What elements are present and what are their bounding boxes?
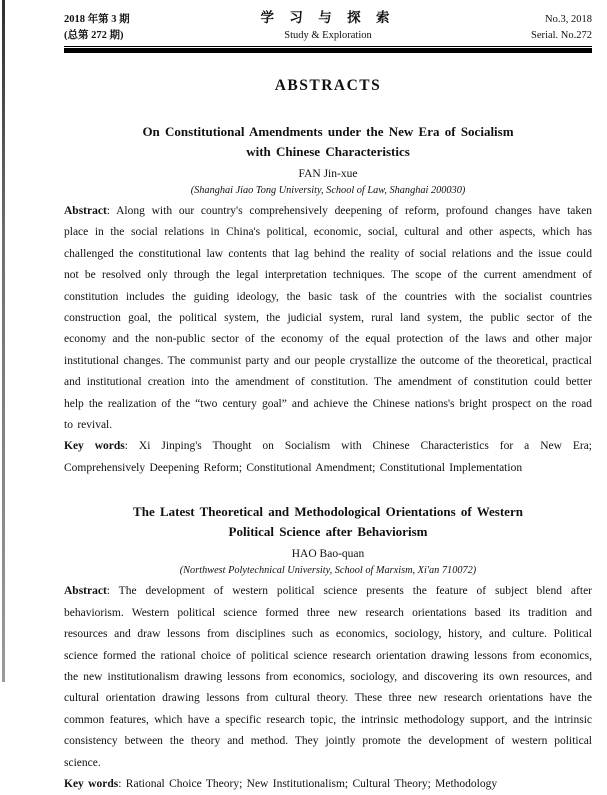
journal-title-en: Study & Exploration xyxy=(284,30,372,41)
article-1-keywords-text: : Xi Jinping's Thought on Socialism with Chinese Characteristics for a New Era; Comprehensively Deepening Reform; Constitutional Amendment; Constitutional Implementation xyxy=(64,440,592,474)
header-row-2 xyxy=(64,28,592,43)
article-2-title-line-1: The Latest Theoretical and Methodological Orientations of Western xyxy=(133,504,523,520)
issue-number-en: No.3, 2018 xyxy=(545,14,592,25)
serial-number-cn: (总第 272 期) xyxy=(64,30,124,41)
article-2-keywords-label: Key words xyxy=(64,777,119,790)
article-2-title xyxy=(64,502,592,542)
article-1-title-line-2: with Chinese Characteristics xyxy=(246,144,410,159)
serial-number-en: Serial. No.272 xyxy=(531,30,592,41)
article-2-affiliation: (Northwest Polytechnical University, School of Marxism, Xi'an 710072) xyxy=(179,565,477,577)
article-abstract-2 xyxy=(64,502,592,795)
journal-title-cn: 学 习 与 探 索 xyxy=(260,10,396,25)
article-2-abstract xyxy=(64,581,592,774)
article-1-abstract xyxy=(64,201,592,436)
article-1-author: FAN Jin-xue xyxy=(298,168,358,180)
article-2-keywords xyxy=(64,774,592,795)
article-1-affiliation: (Shanghai Jiao Tong University, School of Law, Shanghai 200030) xyxy=(190,185,466,196)
article-2-keywords-text: : Rational Choice Theory; New Institutionalism; Cultural Theory; Methodology xyxy=(118,777,498,790)
article-1-keywords xyxy=(64,436,592,479)
article-2-abstract-text: : The development of western political science presents the feature of subject blend after behaviorism. Western political science formed three new research orientations based its tradition and resources and draw lessons from disciplines such as economics, sociology, history, and culture. Political science formed the rational choice of political science research orientation drawing lessons from economics, the new institutionalism drawing lessons from economics, sociology, and discovering its own resources, and cultural orientation drawing lessons from cultural theory. These three new research orientations have the common features, which have a specific research topic, the intrinsic methodology support, and the intrinsic consistency between the theory and method. They jointly promote the development of western political science. xyxy=(64,585,592,769)
article-2-title-line-2: Political Science after Behaviorism xyxy=(228,524,428,540)
article-1-abstract-text: : Along with our country's comprehensively deepening of reform, profound changes have taken place in the social relations in China's political, economic, social, cultural and other aspects, which has challenged the constitutional law contents that lag behind the reality of social relations and the issue could not be resolved only through the legal interpretation techniques. The scope of the current amendment of constitution includes the guiding ideology, the basic task of the countries with the socialist countries construction goal, the political system, the judicial system, rural land system, the public sector of the economy and the non-public sector of the economy of the equal protection of the laws and other major institutional changes. The communist party and our people crystallize the outcome of the theoretical, practical and institutional creation into the amendment of constitution. The amendment of constitution could better help the realization of the “two century goal” and achieve the Chinese nations's bright prospect on the road to revival. xyxy=(64,205,592,432)
header-rule-thick xyxy=(64,48,592,53)
page-title: ABSTRACTS xyxy=(274,77,382,94)
article-1-title-line-1: On Constitutional Amendments under the New Era of Socialism xyxy=(142,124,514,139)
header-row-1 xyxy=(64,10,592,27)
article-2-abstract-label: Abstract xyxy=(64,585,107,598)
article-2-author: HAO Bao-quan xyxy=(291,548,365,561)
journal-header xyxy=(64,10,592,53)
article-1-title xyxy=(64,122,592,162)
article-1-abstract-label: Abstract xyxy=(64,205,107,217)
issue-number-cn: 2018 年第 3 期 xyxy=(64,14,130,25)
article-abstract-1 xyxy=(64,122,592,479)
abstracts-content xyxy=(64,77,592,795)
article-1-keywords-label: Key words xyxy=(64,440,125,453)
